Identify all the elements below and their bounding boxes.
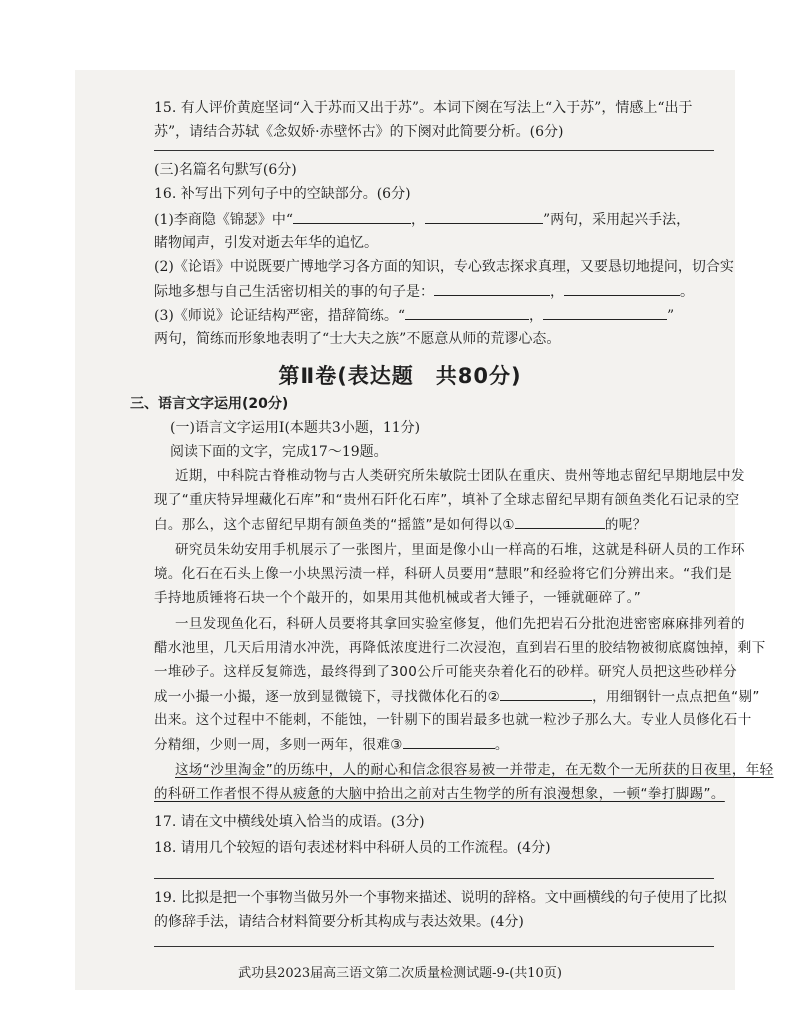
passage-line: 白。那么，这个志留纪早期有颌鱼类的“摇篮”是如何得以① 的呢？ bbox=[154, 514, 714, 535]
q15-line2: 苏”，请结合苏轼《念奴娇·赤壁怀古》的下阕对此简要分析。(6分) bbox=[154, 124, 564, 140]
underlined-sentence: 这场“沙里淘金”的历练中，人的耐心和信念很容易被一并带走，在无数个一无所获的日夜里，年轻 bbox=[175, 762, 774, 778]
fill-blank-3[interactable] bbox=[403, 734, 495, 749]
fill-blank[interactable] bbox=[564, 281, 680, 296]
q16-item1-cont: 睹物闻声，引发对逝去年华的追忆。 bbox=[154, 235, 378, 251]
part-3-heading: 三、语言文字运用(20分) bbox=[130, 396, 289, 412]
passage-line: 出来。这个过程中不能刺，不能蚀，一针剔下的围岩最多也就一粒沙子那么大。专业人员修化石十 bbox=[154, 712, 752, 728]
passage-line: 一堆砂子。这样反复筛选，最终得到了300公斤可能夹杂着化石的砂样。研究人员把这些砂样分 bbox=[154, 664, 737, 680]
q16-item1: (1)李商隐《锦瑟》中“ ， ”两句，采用起兴手法， bbox=[154, 209, 714, 230]
q18: 18. 请用几个较短的语句表述材料中科研人员的工作流程。(4分) bbox=[154, 840, 551, 856]
answer-line bbox=[154, 150, 714, 151]
passage-line: 境。化石在石头上像一小块黑污渍一样，科研人员要用“慧眼”和经验将它们分辨出来。“我们是 bbox=[154, 566, 733, 582]
passage-line: 现了“重庆特异埋藏化石库”和“贵州石阡化石库”，填补了全球志留纪早期有颌鱼类化石记录的空 bbox=[154, 492, 740, 508]
section-3-heading: (三)名篇名句默写(6分) bbox=[154, 162, 297, 178]
fill-blank[interactable] bbox=[434, 281, 550, 296]
q17: 17. 请在文中横线处填入恰当的成语。(3分) bbox=[154, 814, 425, 830]
volume-2-title: 第Ⅱ卷(表达题 共80分) bbox=[278, 364, 522, 388]
q19-line2: 的修辞手法，请结合材料简要分析其构成与表达效果。(4分) bbox=[154, 914, 524, 930]
passage-line: 成一小撮一小撮，逐一放到显微镜下，寻找微体化石的② ，用细钢针一点点把鱼“剔” bbox=[154, 686, 714, 707]
reading-instruction: 阅读下面的文字，完成17～19题。 bbox=[170, 444, 388, 460]
q19-line1: 19. 比拟是把一个事物当做另外一个事物来描述、说明的辞格。文中画横线的句子使用了比拟 bbox=[154, 890, 727, 906]
q15-line1: 15. 有人评价黄庭坚词“入于苏而又出于苏”。本词下阕在写法上“入于苏”，情感上“出于 bbox=[154, 100, 693, 116]
q16-item3: (3)《师说》论证结构严密，措辞简练。“ ， ” bbox=[154, 305, 714, 326]
passage-line: 一旦发现鱼化石，科研人员要将其拿回实验室修复，他们先把岩石分批泡进密密麻麻排列着的 bbox=[175, 616, 745, 632]
q16-item2: (2)《论语》中说既要广博地学习各方面的知识，专心致志探求真理，又要恳切地提问，切合实 bbox=[154, 259, 734, 275]
answer-line bbox=[154, 878, 714, 879]
passage-line: 分精细，少则一周，多则一两年，很难③ 。 bbox=[154, 734, 714, 755]
underlined-sentence: 的科研工作者恨不得从疲惫的大脑中拾出之前对古生物学的所有浪漫想象，一顿“拳打脚踢”。 bbox=[154, 786, 725, 802]
fill-blank[interactable] bbox=[425, 209, 543, 224]
fill-blank[interactable] bbox=[293, 209, 411, 224]
fill-blank[interactable] bbox=[543, 305, 667, 320]
fill-blank-1[interactable] bbox=[515, 514, 605, 529]
fill-blank-2[interactable] bbox=[500, 686, 592, 701]
fill-blank[interactable] bbox=[405, 305, 529, 320]
q16-item3-cont: 两句，简练而形象地表明了“士大夫之族”不愿意从师的荒谬心态。 bbox=[154, 331, 561, 347]
page-footer: 武功县2023届高三语文第二次质量检测试题-9-(共10页) bbox=[238, 966, 562, 981]
subsection-1-heading: (一)语言文字运用Ⅰ(本题共3小题，11分) bbox=[170, 420, 421, 436]
passage-line: 研究员朱幼安用手机展示了一张图片，里面是像小山一样高的石堆，这就是科研人员的工作环 bbox=[175, 542, 745, 558]
passage-line: 近期，中科院古脊椎动物与古人类研究所朱敏院士团队在重庆、贵州等地志留纪早期地层中发 bbox=[175, 468, 745, 484]
passage-line: 手持地质锤将石块一个个敲开的，如果用其他机械或者大锤子，一锤就砸碎了。” bbox=[154, 590, 642, 606]
passage-line: 醋水池里，几天后用清水冲洗，再降低浓度进行二次浸泡，直到岩石里的胶结物被彻底腐蚀掉，剩下 bbox=[154, 640, 766, 656]
answer-line bbox=[154, 946, 714, 947]
q16-item2-cont: 际地多想与自己生活密切相关的事的句子是： ， 。 bbox=[154, 281, 714, 302]
q16-stem: 16. 补写出下列句子中的空缺部分。(6分) bbox=[154, 186, 411, 202]
